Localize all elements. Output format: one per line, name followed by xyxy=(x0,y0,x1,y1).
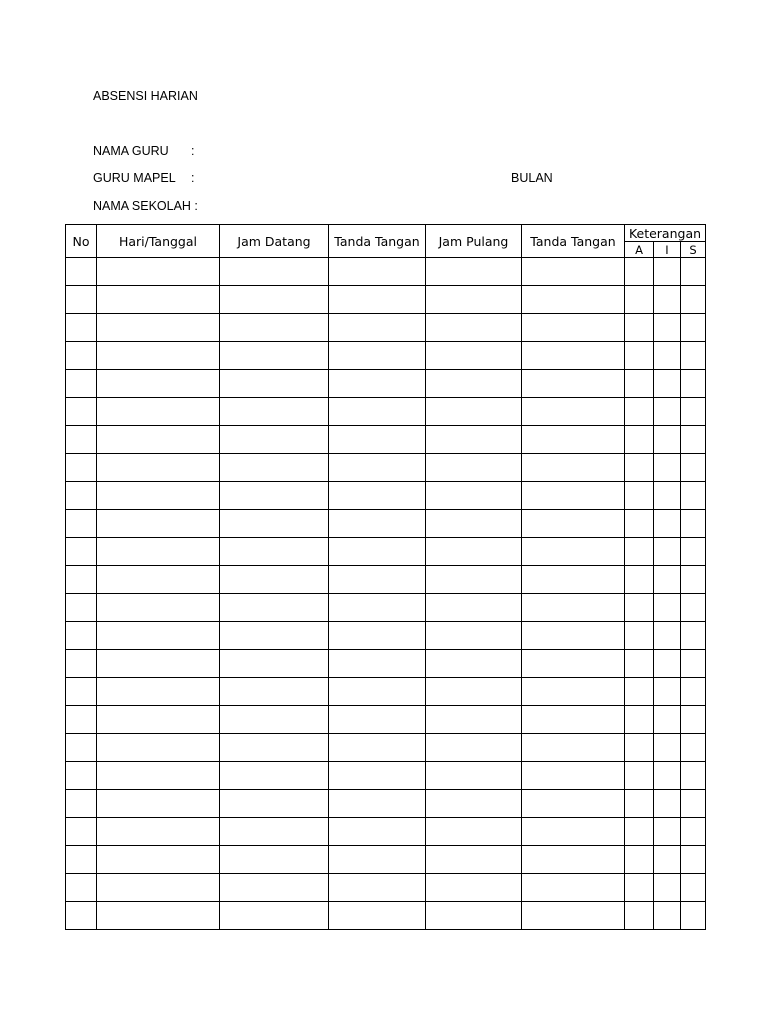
table-cell xyxy=(625,398,654,426)
table-row xyxy=(66,314,706,342)
header-row xyxy=(66,225,706,242)
table-cell xyxy=(220,454,329,482)
table-cell xyxy=(681,818,706,846)
table-cell xyxy=(97,398,220,426)
table-cell xyxy=(654,734,681,762)
table-cell xyxy=(522,370,625,398)
table-row xyxy=(66,538,706,566)
table-cell xyxy=(522,818,625,846)
table-cell xyxy=(426,594,522,622)
table-cell xyxy=(681,650,706,678)
table-row xyxy=(66,678,706,706)
table-cell xyxy=(654,762,681,790)
table-cell xyxy=(97,454,220,482)
table-cell xyxy=(220,426,329,454)
table-row xyxy=(66,566,706,594)
table-cell xyxy=(220,566,329,594)
table-cell xyxy=(66,566,97,594)
table-cell xyxy=(97,734,220,762)
table-cell xyxy=(522,762,625,790)
bulan-label: BULAN xyxy=(511,171,553,185)
table-cell xyxy=(329,762,426,790)
nama-guru-colon: : xyxy=(191,144,195,158)
table-cell xyxy=(220,902,329,930)
table-cell xyxy=(97,314,220,342)
table-row xyxy=(66,622,706,650)
table-cell xyxy=(426,650,522,678)
table-cell xyxy=(625,650,654,678)
table-cell xyxy=(97,902,220,930)
table-cell xyxy=(220,818,329,846)
table-cell xyxy=(654,902,681,930)
table-cell xyxy=(220,874,329,902)
table-cell xyxy=(625,426,654,454)
table-cell xyxy=(681,426,706,454)
guru-mapel-label: GURU MAPEL xyxy=(93,171,176,185)
table-cell xyxy=(681,286,706,314)
table-cell xyxy=(426,426,522,454)
table-cell xyxy=(66,510,97,538)
table-row xyxy=(66,846,706,874)
table-row xyxy=(66,902,706,930)
table-cell xyxy=(220,846,329,874)
table-cell xyxy=(681,342,706,370)
table-cell xyxy=(329,734,426,762)
header-ket-i: I xyxy=(654,242,681,258)
table-cell xyxy=(329,650,426,678)
table-row xyxy=(66,594,706,622)
table-cell xyxy=(66,370,97,398)
table-cell xyxy=(66,314,97,342)
table-cell xyxy=(329,846,426,874)
table-row xyxy=(66,286,706,314)
table-cell xyxy=(426,762,522,790)
table-cell xyxy=(654,566,681,594)
table-cell xyxy=(426,622,522,650)
table-cell xyxy=(329,538,426,566)
table-cell xyxy=(220,538,329,566)
table-row xyxy=(66,818,706,846)
table-row xyxy=(66,874,706,902)
table-cell xyxy=(329,874,426,902)
nama-guru-label: NAMA GURU xyxy=(93,144,169,158)
table-cell xyxy=(681,398,706,426)
table-cell xyxy=(426,510,522,538)
table-cell xyxy=(681,258,706,286)
table-cell xyxy=(66,762,97,790)
header-hari-tanggal: Hari/Tanggal xyxy=(97,225,220,258)
table-cell xyxy=(654,342,681,370)
table-cell xyxy=(681,538,706,566)
table-cell xyxy=(66,706,97,734)
table-cell xyxy=(522,874,625,902)
table-cell xyxy=(625,594,654,622)
table-cell xyxy=(625,314,654,342)
table-cell xyxy=(654,426,681,454)
table-cell xyxy=(522,734,625,762)
table-cell xyxy=(66,342,97,370)
table-cell xyxy=(66,622,97,650)
table-cell xyxy=(654,818,681,846)
header-tanda-tangan-pulang: Tanda Tangan xyxy=(522,225,625,258)
table-cell xyxy=(97,846,220,874)
table-cell xyxy=(97,762,220,790)
table-cell xyxy=(681,622,706,650)
table-cell xyxy=(654,482,681,510)
table-cell xyxy=(97,650,220,678)
table-row xyxy=(66,370,706,398)
table-cell xyxy=(66,286,97,314)
table-cell xyxy=(97,510,220,538)
table-cell xyxy=(329,482,426,510)
table-cell xyxy=(625,874,654,902)
table-cell xyxy=(681,594,706,622)
table-cell xyxy=(625,286,654,314)
table-cell xyxy=(97,874,220,902)
table-cell xyxy=(66,538,97,566)
table-cell xyxy=(220,706,329,734)
table-cell xyxy=(66,818,97,846)
table-cell xyxy=(426,370,522,398)
table-row xyxy=(66,790,706,818)
header-tanda-tangan-datang: Tanda Tangan xyxy=(329,225,426,258)
table-cell xyxy=(329,790,426,818)
table-cell xyxy=(654,398,681,426)
table-cell xyxy=(522,790,625,818)
table-cell xyxy=(426,678,522,706)
table-cell xyxy=(426,482,522,510)
table-cell xyxy=(66,398,97,426)
table-cell xyxy=(625,678,654,706)
table-row xyxy=(66,454,706,482)
table-cell xyxy=(220,370,329,398)
table-cell xyxy=(329,398,426,426)
table-cell xyxy=(654,790,681,818)
table-cell xyxy=(97,818,220,846)
table-cell xyxy=(681,314,706,342)
table-cell xyxy=(97,258,220,286)
table-cell xyxy=(426,818,522,846)
table-cell xyxy=(625,818,654,846)
table-cell xyxy=(220,622,329,650)
table-cell xyxy=(220,342,329,370)
table-cell xyxy=(97,342,220,370)
table-cell xyxy=(681,790,706,818)
table-cell xyxy=(681,370,706,398)
table-cell xyxy=(522,706,625,734)
table-cell xyxy=(625,734,654,762)
table-cell xyxy=(681,734,706,762)
table-cell xyxy=(654,454,681,482)
table-cell xyxy=(426,790,522,818)
table-cell xyxy=(522,510,625,538)
table-cell xyxy=(426,342,522,370)
table-cell xyxy=(329,622,426,650)
attendance-table xyxy=(65,224,706,930)
table-cell xyxy=(654,258,681,286)
table-cell xyxy=(522,482,625,510)
table-cell xyxy=(654,874,681,902)
table-cell xyxy=(329,706,426,734)
guru-mapel-colon: : xyxy=(191,171,195,185)
table-cell xyxy=(522,594,625,622)
table-row xyxy=(66,706,706,734)
table-cell xyxy=(426,566,522,594)
table-cell xyxy=(97,566,220,594)
table-cell xyxy=(625,762,654,790)
table-cell xyxy=(681,566,706,594)
table-cell xyxy=(97,370,220,398)
table-cell xyxy=(654,678,681,706)
table-cell xyxy=(97,790,220,818)
table-cell xyxy=(66,650,97,678)
table-cell xyxy=(66,874,97,902)
table-cell xyxy=(625,454,654,482)
table-cell xyxy=(681,510,706,538)
table-cell xyxy=(329,426,426,454)
table-cell xyxy=(97,706,220,734)
table-cell xyxy=(625,622,654,650)
table-cell xyxy=(681,846,706,874)
table-cell xyxy=(654,650,681,678)
table-cell xyxy=(625,846,654,874)
table-cell xyxy=(66,846,97,874)
table-cell xyxy=(625,902,654,930)
table-cell xyxy=(426,902,522,930)
table-cell xyxy=(681,706,706,734)
table-cell xyxy=(654,846,681,874)
table-cell xyxy=(329,258,426,286)
table-cell xyxy=(426,846,522,874)
table-cell xyxy=(681,482,706,510)
table-cell xyxy=(681,678,706,706)
table-cell xyxy=(426,398,522,426)
table-cell xyxy=(625,790,654,818)
header-jam-datang: Jam Datang xyxy=(220,225,329,258)
table-cell xyxy=(66,902,97,930)
table-cell xyxy=(426,258,522,286)
table-cell xyxy=(654,286,681,314)
table-cell xyxy=(522,342,625,370)
table-cell xyxy=(681,874,706,902)
table-cell xyxy=(654,706,681,734)
table-cell xyxy=(625,510,654,538)
table-cell xyxy=(329,314,426,342)
table-cell xyxy=(522,286,625,314)
table-cell xyxy=(625,538,654,566)
table-cell xyxy=(426,706,522,734)
table-cell xyxy=(625,566,654,594)
table-cell xyxy=(220,510,329,538)
table-cell xyxy=(522,566,625,594)
nama-sekolah-label: NAMA SEKOLAH : xyxy=(93,199,198,213)
table-cell xyxy=(97,678,220,706)
table-cell xyxy=(625,482,654,510)
table-cell xyxy=(522,622,625,650)
table-cell xyxy=(522,398,625,426)
table-cell xyxy=(220,258,329,286)
table-cell xyxy=(625,706,654,734)
table-cell xyxy=(97,482,220,510)
header-ket-s: S xyxy=(681,242,706,258)
table-cell xyxy=(426,286,522,314)
table-cell xyxy=(220,678,329,706)
table-cell xyxy=(681,762,706,790)
table-cell xyxy=(681,454,706,482)
table-cell xyxy=(97,426,220,454)
table-cell xyxy=(654,622,681,650)
document-title: ABSENSI HARIAN xyxy=(93,89,198,103)
table-cell xyxy=(625,370,654,398)
table-cell xyxy=(329,370,426,398)
table-cell xyxy=(220,482,329,510)
table-row xyxy=(66,510,706,538)
table-cell xyxy=(329,510,426,538)
table-cell xyxy=(522,902,625,930)
table-cell xyxy=(66,258,97,286)
table-cell xyxy=(220,762,329,790)
table-row xyxy=(66,762,706,790)
table-cell xyxy=(97,622,220,650)
table-cell xyxy=(522,650,625,678)
table-row xyxy=(66,482,706,510)
header-jam-pulang: Jam Pulang xyxy=(426,225,522,258)
table-cell xyxy=(654,314,681,342)
table-cell xyxy=(220,650,329,678)
table-cell xyxy=(66,482,97,510)
table-cell xyxy=(522,314,625,342)
table-cell xyxy=(329,594,426,622)
table-cell xyxy=(654,538,681,566)
table-row xyxy=(66,650,706,678)
table-cell xyxy=(220,734,329,762)
header-keterangan: Keterangan xyxy=(625,225,706,242)
table-row xyxy=(66,398,706,426)
table-cell xyxy=(426,454,522,482)
table-cell xyxy=(220,398,329,426)
table-cell xyxy=(522,538,625,566)
table-cell xyxy=(625,258,654,286)
table-cell xyxy=(66,454,97,482)
table-cell xyxy=(625,342,654,370)
table-cell xyxy=(329,454,426,482)
table-cell xyxy=(220,790,329,818)
table-cell xyxy=(66,426,97,454)
table-cell xyxy=(220,286,329,314)
table-row xyxy=(66,426,706,454)
table-cell xyxy=(522,426,625,454)
table-cell xyxy=(66,678,97,706)
table-cell xyxy=(329,902,426,930)
header-no: No xyxy=(66,225,97,258)
table-cell xyxy=(329,678,426,706)
table-cell xyxy=(426,314,522,342)
table-cell xyxy=(329,566,426,594)
table-cell xyxy=(66,790,97,818)
table-cell xyxy=(654,370,681,398)
table-cell xyxy=(522,846,625,874)
table-cell xyxy=(97,286,220,314)
table-row xyxy=(66,734,706,762)
table-cell xyxy=(66,734,97,762)
table-cell xyxy=(66,594,97,622)
table-cell xyxy=(522,678,625,706)
table-cell xyxy=(522,258,625,286)
header-ket-a: A xyxy=(625,242,654,258)
table-cell xyxy=(329,286,426,314)
table-row xyxy=(66,258,706,286)
table-cell xyxy=(220,314,329,342)
table-cell xyxy=(522,454,625,482)
table-cell xyxy=(426,538,522,566)
table-cell xyxy=(97,538,220,566)
table-cell xyxy=(97,594,220,622)
table-cell xyxy=(681,902,706,930)
table-row xyxy=(66,342,706,370)
table-cell xyxy=(426,734,522,762)
table-cell xyxy=(654,510,681,538)
table-cell xyxy=(654,594,681,622)
table-cell xyxy=(329,342,426,370)
table-cell xyxy=(329,818,426,846)
table-cell xyxy=(426,874,522,902)
table-cell xyxy=(220,594,329,622)
